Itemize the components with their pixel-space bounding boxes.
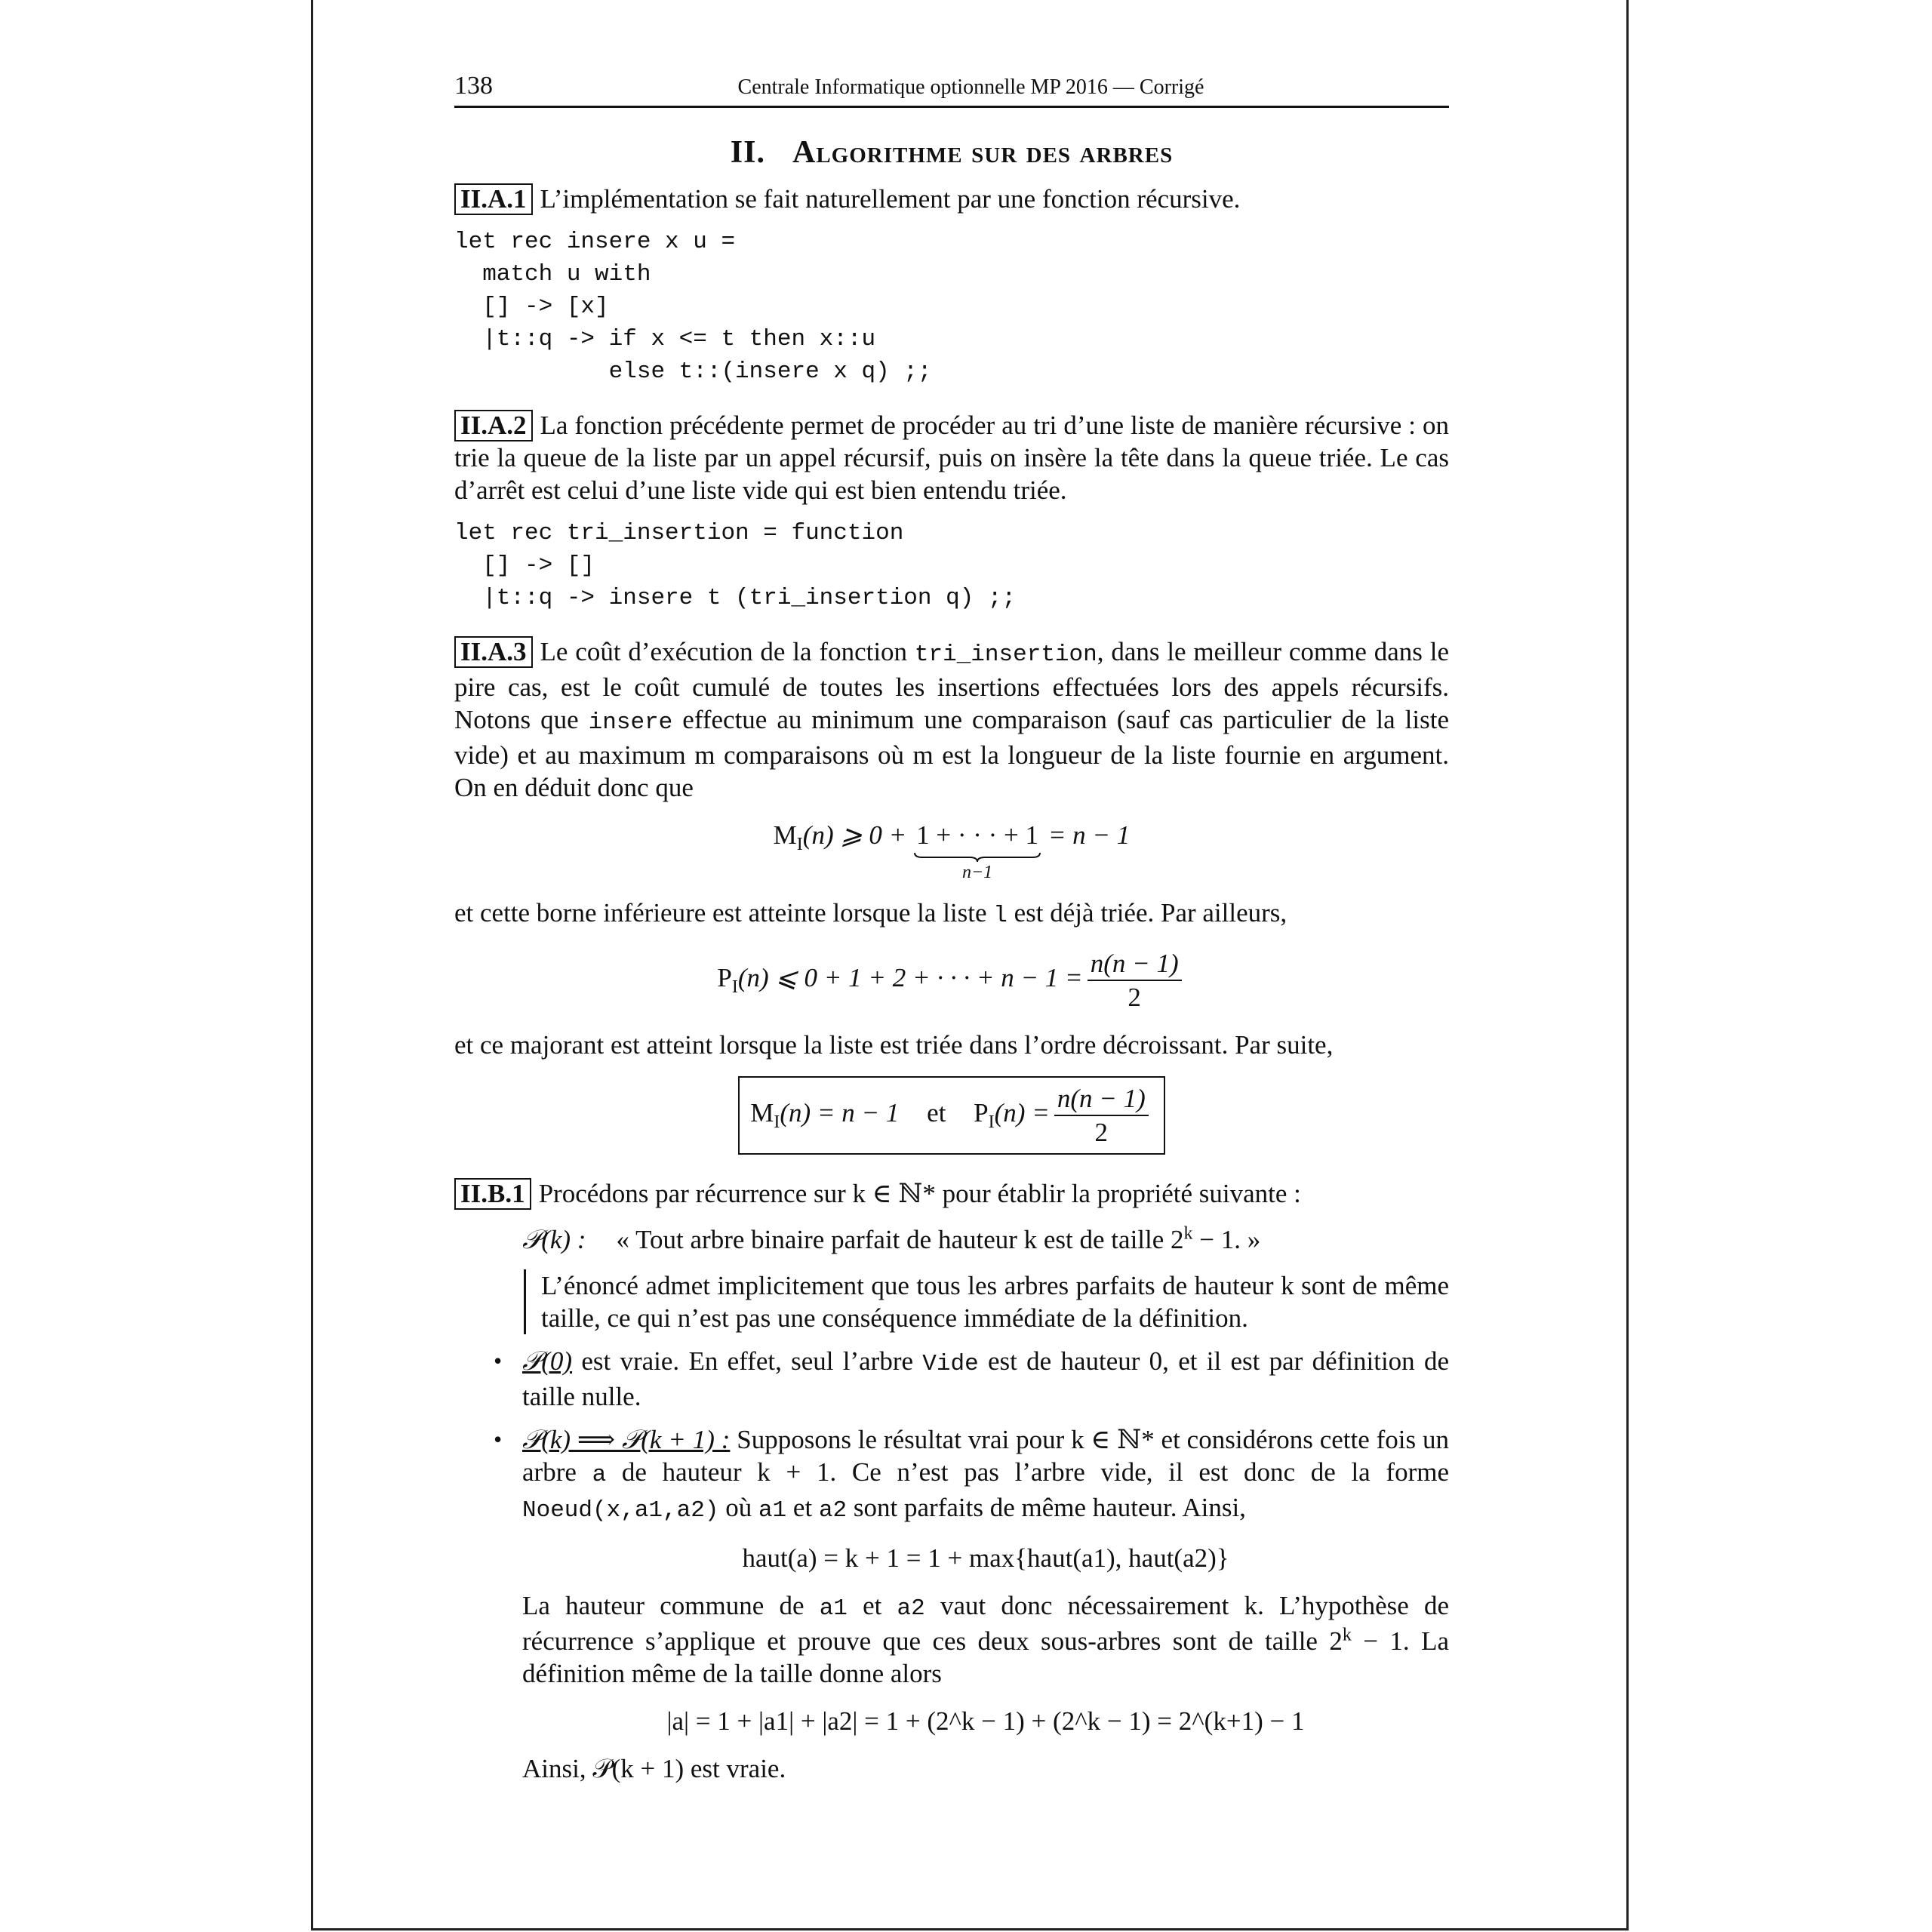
para-text: et (847, 1591, 897, 1620)
question-tag: II.B.1 (454, 1178, 531, 1210)
eq-subscript: I (731, 977, 738, 998)
section-name: Algorithme sur des arbres (792, 135, 1174, 170)
page-content (454, 69, 1449, 1785)
property-label: 𝒫(k) : (522, 1225, 586, 1254)
eq-part: (n) = (994, 1098, 1050, 1128)
inline-code: Vide (922, 1351, 979, 1377)
q3-text-2: , dans le meilleur comme dans le pire cas, est le coût cumulé de toutes les insertions effectuées lors des appels récursifs. Notons que (454, 637, 1449, 734)
q1-paragraph (454, 183, 1449, 215)
inline-code: a1 (819, 1595, 848, 1622)
equation-upper-bound (454, 947, 1449, 1014)
q4-intro: Procédons par récurrence sur k ∈ ℕ* pour établir la propriété suivante : (538, 1179, 1301, 1208)
equation-lower-bound (454, 819, 1449, 881)
underbrace (913, 819, 1041, 881)
inline-code: insere (588, 709, 673, 736)
inline-code: a1 (758, 1497, 787, 1524)
eq-connector: et (927, 1098, 946, 1128)
eq-subscript: I (774, 1112, 780, 1133)
fraction (1054, 1082, 1149, 1149)
underbrace-label: n−1 (961, 863, 993, 882)
q3-text-1: Le coût d’exécution de la fonction (540, 637, 915, 666)
underbrace-content: 1 + · · · + 1 (916, 820, 1039, 850)
para-text: vaut donc nécessairement k. L’hypothèse de récurrence s’applique et prouve que ces deux sous-arbres sont de taille 2 (522, 1591, 1449, 1656)
q3-text-5: est déjà triée. Par ailleurs, (1007, 898, 1287, 928)
page-number: 138 (454, 72, 493, 100)
inline-code: a (592, 1462, 607, 1488)
inline-code: a2 (818, 1497, 848, 1524)
code-block-insere: let rec insere x u = match u with [] -> [x] |t::q -> if x <= t then x::u else t::(insere x q) ;; (454, 229, 932, 385)
q3-paragraph-2 (454, 897, 1449, 932)
property-statement (522, 1223, 1449, 1256)
proof-steps (522, 1345, 1449, 1527)
section-title (454, 137, 1449, 169)
page-header (454, 69, 1449, 108)
eq-part: (n) = n − 1 (780, 1098, 900, 1128)
proof-base-case (522, 1345, 1449, 1413)
property-text: « Tout arbre binaire parfait de hauteur k est de taille 2 (616, 1225, 1184, 1254)
inductive-paragraph (522, 1589, 1449, 1690)
question-tag: II.A.1 (454, 183, 533, 215)
para-text: La hauteur commune de (522, 1591, 820, 1620)
step-text: et (786, 1493, 819, 1522)
eq-symbol: P (974, 1098, 989, 1128)
fraction-denominator: 2 (1128, 983, 1141, 1012)
q3-paragraph (454, 635, 1449, 804)
eq-part: (n) ⩾ 0 + (802, 820, 914, 850)
step-text: est vraie. En effet, seul l’arbre (572, 1346, 923, 1376)
q4-paragraph (454, 1177, 1449, 1210)
eq-symbol: P (717, 963, 732, 993)
eq-symbol: M (773, 820, 797, 850)
fraction-numerator: n(n − 1) (1054, 1082, 1149, 1116)
q3-text-4: et cette borne inférieure est atteinte lorsque la liste (454, 898, 994, 928)
inline-code: Noeud(x,a1,a2) (522, 1497, 719, 1524)
step-text: Supposons le résultat vrai pour k ∈ ℕ* et considérons cette fois un arbre (522, 1425, 1449, 1487)
fraction-numerator: n(n − 1) (1088, 947, 1182, 981)
inline-code: a2 (897, 1595, 925, 1622)
section-number: II. (730, 135, 765, 170)
step-text: est de hauteur 0, et il est par définition de taille nulle. (522, 1346, 1449, 1411)
equation-size: |a| = 1 + |a1| + |a2| = 1 + (2^k − 1) + (2^k − 1) = 2^(k+1) − 1 (666, 1706, 1305, 1736)
fraction-denominator: 2 (1094, 1118, 1109, 1147)
eq-part: = n − 1 (1041, 820, 1131, 850)
para-exponent: k (1342, 1625, 1352, 1645)
eq-part: (n) ⩽ 0 + 1 + 2 + · · · + n − 1 = (737, 963, 1083, 993)
step-text: de hauteur k + 1. Ce n’est pas l’arbre vide, il est donc de la forme (606, 1457, 1449, 1487)
step-label: 𝒫(0) (522, 1346, 573, 1376)
eq-symbol: M (750, 1098, 774, 1128)
underbrace-glyph (913, 851, 1041, 863)
q2-paragraph (454, 409, 1449, 506)
q2-text: La fonction précédente permet de procéder au tri d’une liste de manière récursive : on trie la queue de la liste par un appel récursif, puis on insère la tête dans la queue triée. Le cas d’arrêt est celui d’une liste vide qui est bien entendu triée. (454, 411, 1449, 505)
equation-height: haut(a) = k + 1 = 1 + max{haut(a1), haut(a2)} (742, 1543, 1229, 1573)
proof-inductive-step (522, 1423, 1449, 1527)
conclusion: Ainsi, 𝒫(k + 1) est vraie. (522, 1754, 786, 1783)
question-tag: II.A.3 (454, 636, 533, 668)
running-title: Centrale Informatique optionnelle MP 2016 — Corrigé (737, 75, 1204, 99)
q3-paragraph-3: et ce majorant est atteint lorsque la liste est triée dans l’ordre décroissant. Par suite, (454, 1030, 1334, 1060)
q1-text: L’implémentation se fait naturellement par une fonction récursive. (540, 184, 1241, 214)
code-block-tri-insertion: let rec tri_insertion = function [] -> [] |t::q -> insere t (tri_insertion q) ;; (454, 520, 1017, 611)
eq-subscript: I (988, 1112, 995, 1133)
property-end: − 1. » (1192, 1225, 1261, 1254)
inline-code: l (993, 903, 1008, 929)
fraction (1088, 947, 1182, 1014)
boxed-result (454, 1076, 1449, 1155)
remark-block: L’énoncé admet implicitement que tous les arbres parfaits de hauteur k sont de même taille, ce qui n’est pas une conséquence immédiate de la définition. (524, 1269, 1449, 1334)
q3-text-3: effectue au minimum une comparaison (sauf cas particulier de la liste vide) et au maximum m comparaisons où m est la longueur de la liste fournie en argument. On en déduit donc que (454, 705, 1449, 802)
eq-subscript: I (796, 835, 803, 854)
question-tag: II.A.2 (454, 410, 533, 441)
step-text: sont parfaits de même hauteur. Ainsi, (847, 1493, 1246, 1522)
inline-code: tri_insertion (914, 641, 1097, 668)
result-box (738, 1076, 1165, 1155)
para-text: − 1. La définition même de la taille donne alors (522, 1626, 1449, 1688)
step-label: 𝒫(k) ⟹ 𝒫(k + 1) : (522, 1425, 731, 1454)
step-text: où (718, 1493, 758, 1522)
property-exponent: k (1183, 1223, 1193, 1244)
